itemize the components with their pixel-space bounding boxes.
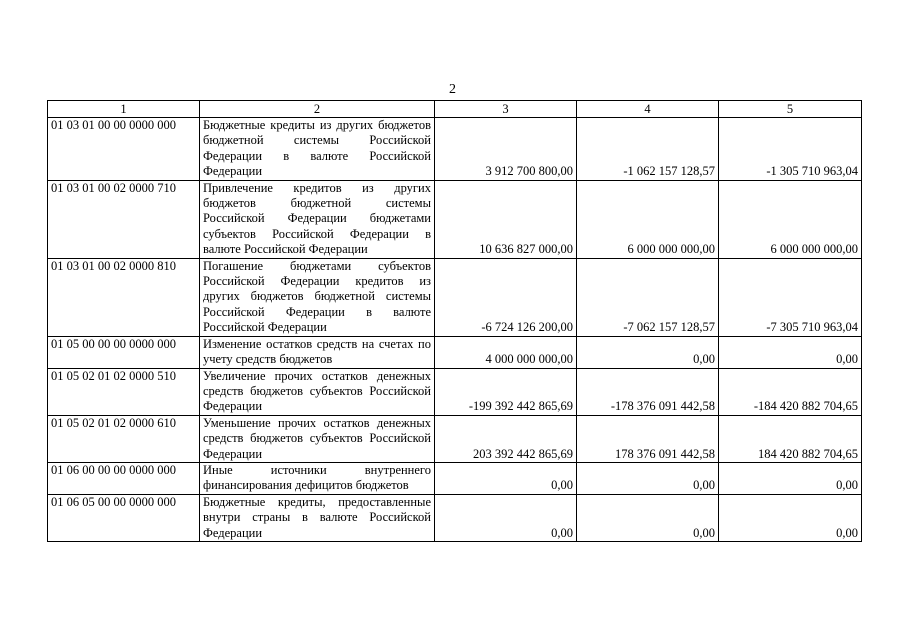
amount-col5: 0,00 xyxy=(719,336,862,368)
source-name: Увеличение прочих остатков денежных средств бюджетов субъектов Российской Федерации xyxy=(200,368,435,415)
classification-code: 01 05 00 00 00 0000 000 xyxy=(48,336,200,368)
amount-col3: 0,00 xyxy=(435,462,577,494)
classification-code: 01 06 00 00 00 0000 000 xyxy=(48,462,200,494)
amount-col3: 203 392 442 865,69 xyxy=(435,415,577,462)
source-name: Бюджетные кредиты из других бюджетов бюджетной системы Российской Федерации в валюте Российской Федерации xyxy=(200,118,435,181)
column-header-2: 2 xyxy=(200,101,435,118)
table-header-row xyxy=(48,101,862,118)
amount-col5: -1 305 710 963,04 xyxy=(719,118,862,181)
classification-code: 01 05 02 01 02 0000 510 xyxy=(48,368,200,415)
amount-col4: 178 376 091 442,58 xyxy=(577,415,719,462)
column-header-4: 4 xyxy=(577,101,719,118)
amount-col4: -7 062 157 128,57 xyxy=(577,258,719,336)
amount-col5: 0,00 xyxy=(719,494,862,541)
budget-sources-table xyxy=(47,100,862,542)
amount-col5: 6 000 000 000,00 xyxy=(719,180,862,258)
amount-col3: 0,00 xyxy=(435,494,577,541)
table-row xyxy=(48,118,862,181)
amount-col5: 184 420 882 704,65 xyxy=(719,415,862,462)
table-row xyxy=(48,415,862,462)
amount-col5: -184 420 882 704,65 xyxy=(719,368,862,415)
column-header-3: 3 xyxy=(435,101,577,118)
source-name: Привлечение кредитов из других бюджетов бюджетной системы Российской Федерации бюджетами субъектов Российской Федерации в валюте Российской Федерации xyxy=(200,180,435,258)
amount-col3: 3 912 700 800,00 xyxy=(435,118,577,181)
table-row xyxy=(48,336,862,368)
column-header-5: 5 xyxy=(719,101,862,118)
source-name: Изменение остатков средств на счетах по учету средств бюджетов xyxy=(200,336,435,368)
table-row xyxy=(48,462,862,494)
classification-code: 01 03 01 00 02 0000 810 xyxy=(48,258,200,336)
table-row xyxy=(48,180,862,258)
classification-code: 01 03 01 00 00 0000 000 xyxy=(48,118,200,181)
amount-col3: -199 392 442 865,69 xyxy=(435,368,577,415)
amount-col3: 4 000 000 000,00 xyxy=(435,336,577,368)
classification-code: 01 03 01 00 02 0000 710 xyxy=(48,180,200,258)
classification-code: 01 06 05 00 00 0000 000 xyxy=(48,494,200,541)
amount-col4: 0,00 xyxy=(577,336,719,368)
amount-col5: -7 305 710 963,04 xyxy=(719,258,862,336)
page-number: 2 xyxy=(449,82,456,97)
source-name: Уменьшение прочих остатков денежных средств бюджетов субъектов Российской Федерации xyxy=(200,415,435,462)
amount-col4: -178 376 091 442,58 xyxy=(577,368,719,415)
amount-col4: -1 062 157 128,57 xyxy=(577,118,719,181)
table-row xyxy=(48,494,862,541)
table-row xyxy=(48,368,862,415)
source-name: Бюджетные кредиты, предоставленные внутри страны в валюте Российской Федерации xyxy=(200,494,435,541)
amount-col3: 10 636 827 000,00 xyxy=(435,180,577,258)
amount-col4: 6 000 000 000,00 xyxy=(577,180,719,258)
source-name: Погашение бюджетами субъектов Российской Федерации кредитов из других бюджетов бюджетной системы Российской Федерации в валюте Российской Федерации xyxy=(200,258,435,336)
classification-code: 01 05 02 01 02 0000 610 xyxy=(48,415,200,462)
source-name: Иные источники внутреннего финансирования дефицитов бюджетов xyxy=(200,462,435,494)
amount-col5: 0,00 xyxy=(719,462,862,494)
amount-col3: -6 724 126 200,00 xyxy=(435,258,577,336)
amount-col4: 0,00 xyxy=(577,494,719,541)
amount-col4: 0,00 xyxy=(577,462,719,494)
column-header-1: 1 xyxy=(48,101,200,118)
table-row xyxy=(48,258,862,336)
